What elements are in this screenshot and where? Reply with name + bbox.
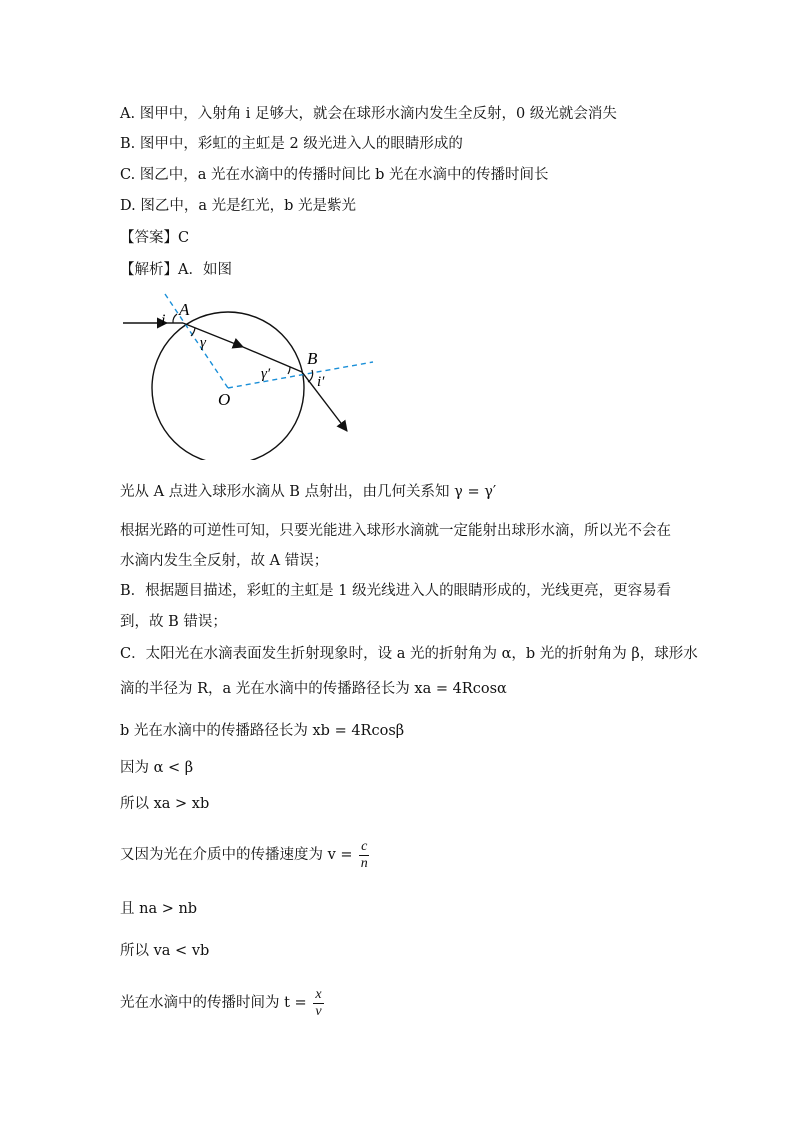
para-4b: 滴的半径为 R，a 光在水滴中的传播路径长为 xa = 4Rcosα (120, 681, 507, 697)
option-c: C. 图乙中，a 光在水滴中的传播时间比 b 光在水滴中的传播时间长 (120, 167, 549, 183)
para-1: 光从 A 点进入球形水滴从 B 点射出，由几何关系知 γ = γ′ (120, 484, 497, 500)
label-i: i (161, 312, 166, 329)
label-gamma-prime: γ′ (261, 366, 271, 382)
fraction-c-over-n (359, 839, 369, 872)
para-2: 根据光路的可逆性可知，只要光能进入球形水滴就一定能射出球形水滴，所以光不会在水滴内发生全反射，故 A 错误； (120, 523, 671, 569)
label-o: O (218, 390, 231, 409)
label-gamma: γ (200, 335, 206, 351)
para-3a: B．根据题目描述，彩虹的主虹是 1 级光线进入人的眼睛形成的，光线更亮，更容易看 (120, 583, 672, 599)
para-8 (120, 838, 369, 872)
label-a: A (179, 300, 190, 319)
water-drop-circle (152, 312, 304, 460)
para-3b: 到，故 B 错误； (120, 614, 227, 630)
fraction-denominator: n (360, 855, 368, 871)
analysis-label: 【解析】 (120, 262, 178, 278)
para-4a: C．太阳光在水滴表面发生折射现象时，设 a 光的折射角为 α，b 光的折射角为 β，球形水 (120, 646, 698, 662)
fraction-x-over-v (313, 987, 323, 1020)
fraction-numerator: c (361, 838, 368, 854)
normal-at-a (165, 294, 228, 388)
para-10: 所以 va < vb (120, 943, 210, 959)
para-11-text: 光在水滴中的传播时间为 t = (120, 995, 307, 1011)
option-b: B. 图甲中，彩虹的主虹是 2 级光进入人的眼睛形成的 (120, 136, 463, 152)
para-5: b 光在水滴中的传播路径长为 xb = 4Rcosβ (120, 723, 405, 739)
label-b: B (307, 349, 318, 368)
refracted-ray-2 (243, 347, 302, 372)
answer-value: C (178, 230, 190, 246)
answer-line (120, 228, 189, 248)
angle-arc-gamma-prime (288, 367, 290, 374)
para-8-text: 又因为光在介质中的传播速度为 v = (120, 847, 353, 863)
option-d: D. 图乙中，a 光是红光，b 光是紫光 (120, 198, 356, 214)
fraction-numerator: x (315, 986, 322, 1002)
para-9: 且 na > nb (120, 901, 198, 917)
angle-arc-i (173, 314, 177, 323)
para-11 (120, 986, 324, 1020)
fraction-denominator: v (315, 1003, 322, 1019)
para-7: 所以 xa > xb (120, 796, 210, 812)
para-6: 因为 α < β (120, 760, 194, 776)
option-a: A. 图甲中，入射角 i 足够大，就会在球形水滴内发生全反射，0 级光就会消失 (120, 106, 617, 122)
answer-label: 【答案】 (120, 230, 178, 246)
label-i-prime: i′ (317, 374, 325, 390)
refraction-diagram (115, 290, 395, 460)
analysis-text: A．如图 (178, 262, 232, 278)
analysis-line (120, 260, 232, 280)
